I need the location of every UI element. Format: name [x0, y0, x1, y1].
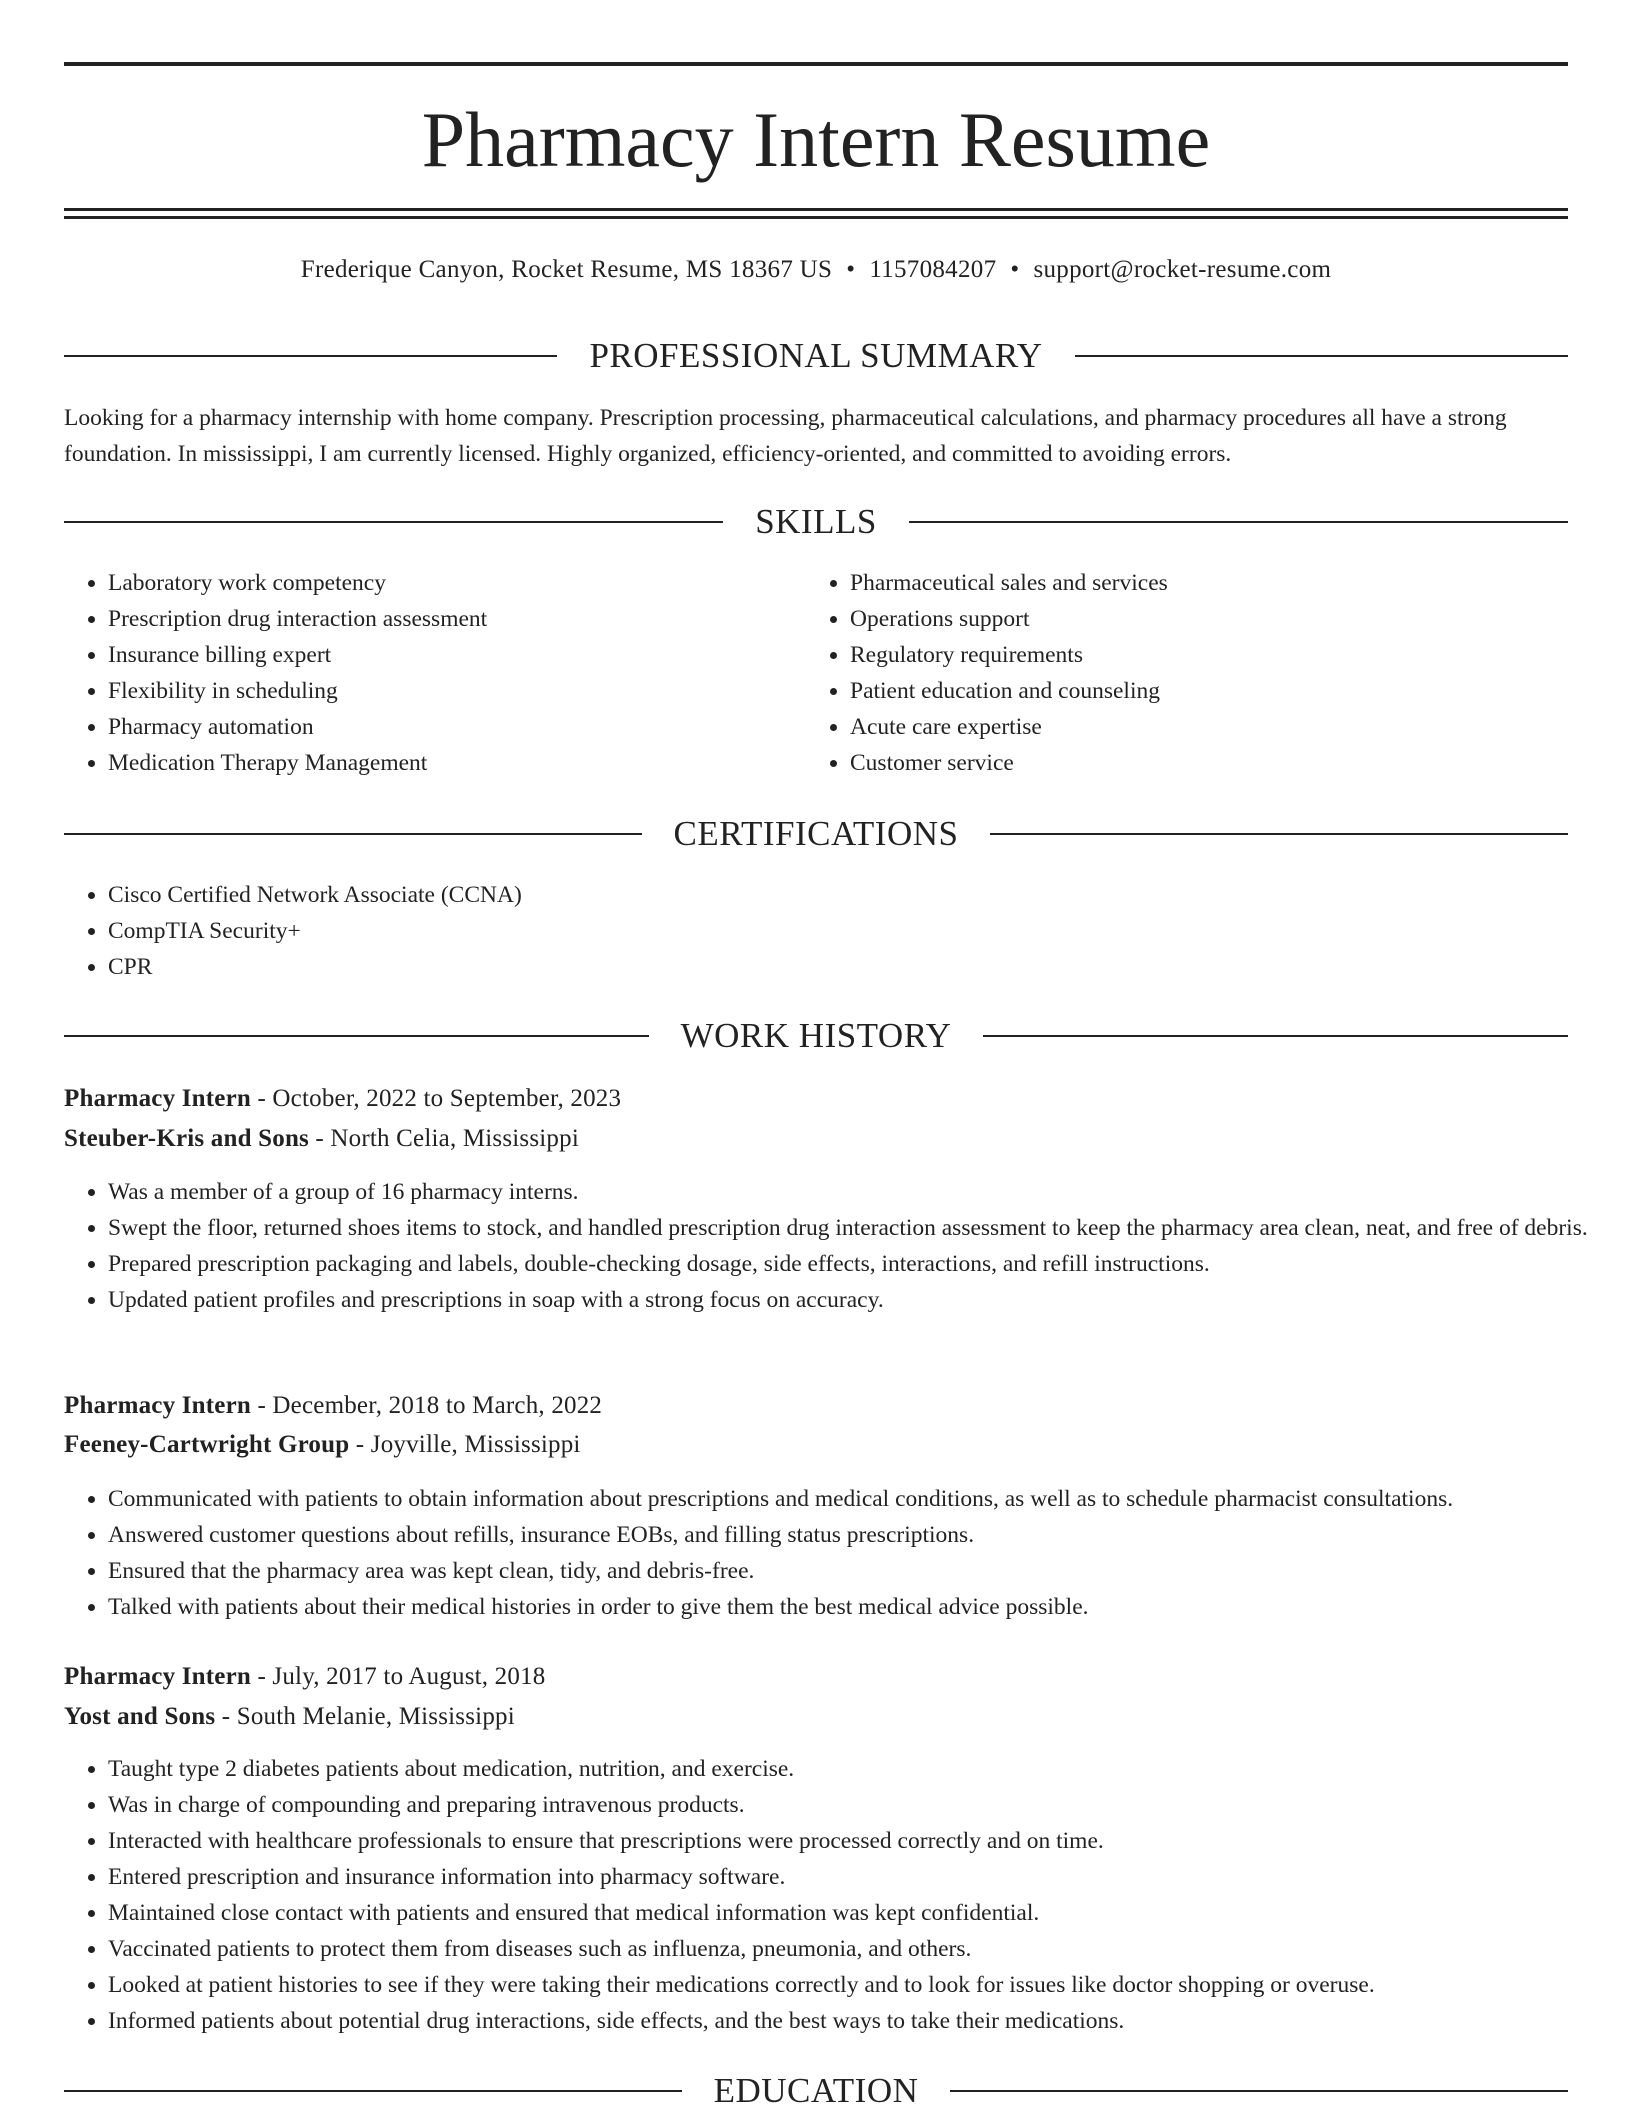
- job-dates: - October, 2022 to September, 2023: [251, 1085, 622, 1112]
- job-location: - Joyville, Mississippi: [349, 1431, 581, 1458]
- list-item: • Looked at patient histories to see if they were taking their medications correctly and to look for issues like doctor shopping or overuse.: [108, 1967, 1612, 2003]
- list-item: • Pharmacy automation: [108, 709, 808, 745]
- list-item: • Taught type 2 diabetes patients about medication, nutrition, and exercise.: [108, 1751, 1612, 1787]
- contact-separator: •: [1010, 256, 1020, 283]
- heading-rule: [1075, 355, 1568, 357]
- job-dates: - December, 2018 to March, 2022: [251, 1392, 603, 1419]
- job-location: - South Melanie, Mississippi: [215, 1703, 515, 1730]
- job-title: Pharmacy Intern: [64, 1085, 251, 1112]
- job-company: Feeney-Cartwright Group: [64, 1431, 350, 1458]
- list-item: • Prepared prescription packaging and labels, double-checking dosage, side effects, interactions, and refill instructions.: [108, 1246, 1608, 1282]
- list-item: • CompTIA Security+: [108, 913, 1568, 949]
- job-bullets: [64, 1174, 1608, 1318]
- list-item: • Was in charge of compounding and preparing intravenous products.: [108, 1787, 1612, 1823]
- page-title: Pharmacy Intern Resume: [421, 96, 1211, 183]
- certifications-list: [64, 877, 1568, 985]
- heading-rule: [64, 355, 557, 357]
- list-item: • Ensured that the pharmacy area was kept clean, tidy, and debris-free.: [108, 1553, 1612, 1589]
- job-company: Steuber-Kris and Sons: [64, 1125, 309, 1152]
- list-item: • Informed patients about potential drug interactions, side effects, and the best ways to take their medications.: [108, 2003, 1612, 2039]
- section-title: EDUCATION: [713, 2071, 919, 2110]
- heading-rule: [64, 1035, 649, 1037]
- list-item: • Acute care expertise: [850, 709, 1570, 745]
- heading-rule: [909, 521, 1568, 523]
- list-item: • Customer service: [850, 745, 1570, 781]
- list-item: • Prescription drug interaction assessment: [108, 601, 808, 637]
- job-location: - North Celia, Mississippi: [308, 1125, 579, 1152]
- job-bullets: [64, 1751, 1612, 2039]
- heading-rule: [64, 833, 642, 835]
- heading-rule: [64, 2090, 682, 2092]
- top-rule: [64, 62, 1568, 66]
- section-title: CERTIFICATIONS: [673, 814, 959, 853]
- section-heading-education: [64, 2071, 1568, 2111]
- list-item: • Was a member of a group of 16 pharmacy interns.: [108, 1174, 1608, 1210]
- job-company-line: [64, 1121, 1568, 1157]
- list-item: • Flexibility in scheduling: [108, 673, 808, 709]
- job-title-line: [64, 1659, 1568, 1695]
- heading-rule: [983, 1035, 1568, 1037]
- section-title: SKILLS: [755, 502, 877, 541]
- summary-text: Looking for a pharmacy internship with home company. Prescription processing, pharmaceutical calculations, and pharmacy procedures all have a strong foundation. In mississippi, I am currently licensed. Highly organized, efficiency-oriented, and committed to avoiding errors.: [64, 405, 1507, 467]
- list-item: • Talked with patients about their medical histories in order to give them the best medical advice possible.: [108, 1589, 1612, 1625]
- list-item: • Cisco Certified Network Associate (CCNA): [108, 877, 1568, 913]
- title-rule-upper: [64, 208, 1568, 211]
- job-dates: - July, 2017 to August, 2018: [251, 1663, 546, 1690]
- job-title-line: [64, 1081, 1568, 1117]
- title-rule-lower: [64, 216, 1568, 219]
- contact-line: [64, 254, 1568, 286]
- list-item: • Communicated with patients to obtain information about prescriptions and medical conditions, as well as to schedule pharmacist consultations.: [108, 1481, 1612, 1517]
- list-item: • Operations support: [850, 601, 1570, 637]
- skills-list-left: [64, 565, 808, 781]
- list-item: • Regulatory requirements: [850, 637, 1570, 673]
- section-title: PROFESSIONAL SUMMARY: [589, 336, 1043, 375]
- list-item: • CPR: [108, 949, 1568, 985]
- section-title: WORK HISTORY: [680, 1016, 952, 1055]
- job-bullets: [64, 1481, 1612, 1625]
- job-title-line: [64, 1388, 1568, 1424]
- job-company: Yost and Sons: [64, 1703, 216, 1730]
- section-heading-skills: [64, 502, 1568, 542]
- contact-phone: 1157084207: [869, 256, 997, 283]
- list-item: • Pharmaceutical sales and services: [850, 565, 1570, 601]
- heading-rule: [990, 833, 1568, 835]
- job-title: Pharmacy Intern: [64, 1392, 251, 1419]
- list-item: • Interacted with healthcare professionals to ensure that prescriptions were processed correctly and on time.: [108, 1823, 1612, 1859]
- list-item: • Maintained close contact with patients and ensured that medical information was kept confidential.: [108, 1895, 1612, 1931]
- list-item: • Vaccinated patients to protect them from diseases such as influenza, pneumonia, and others.: [108, 1931, 1612, 1967]
- section-heading-work-history: [64, 1016, 1568, 1056]
- contact-address: Frederique Canyon, Rocket Resume, MS 18367 US: [300, 256, 833, 283]
- section-heading-certifications: [64, 814, 1568, 854]
- job-company-line: [64, 1699, 1568, 1735]
- job-title: Pharmacy Intern: [64, 1663, 251, 1690]
- contact-separator: •: [846, 256, 856, 283]
- section-heading-summary: [64, 336, 1568, 376]
- list-item: • Laboratory work competency: [108, 565, 808, 601]
- heading-rule: [64, 521, 723, 523]
- list-item: • Patient education and counseling: [850, 673, 1570, 709]
- list-item: • Swept the floor, returned shoes items to stock, and handled prescription drug interaction assessment to keep the pharmacy area clean, neat, and free of debris.: [108, 1210, 1608, 1246]
- list-item: • Updated patient profiles and prescriptions in soap with a strong focus on accuracy.: [108, 1282, 1608, 1318]
- list-item: • Entered prescription and insurance information into pharmacy software.: [108, 1859, 1612, 1895]
- contact-email: support@rocket-resume.com: [1033, 256, 1332, 283]
- heading-rule: [950, 2090, 1568, 2092]
- skills-list-right: [806, 565, 1570, 781]
- list-item: • Medication Therapy Management: [108, 745, 808, 781]
- list-item: • Insurance billing expert: [108, 637, 808, 673]
- job-company-line: [64, 1427, 1568, 1463]
- list-item: • Answered customer questions about refills, insurance EOBs, and filling status prescriptions.: [108, 1517, 1612, 1553]
